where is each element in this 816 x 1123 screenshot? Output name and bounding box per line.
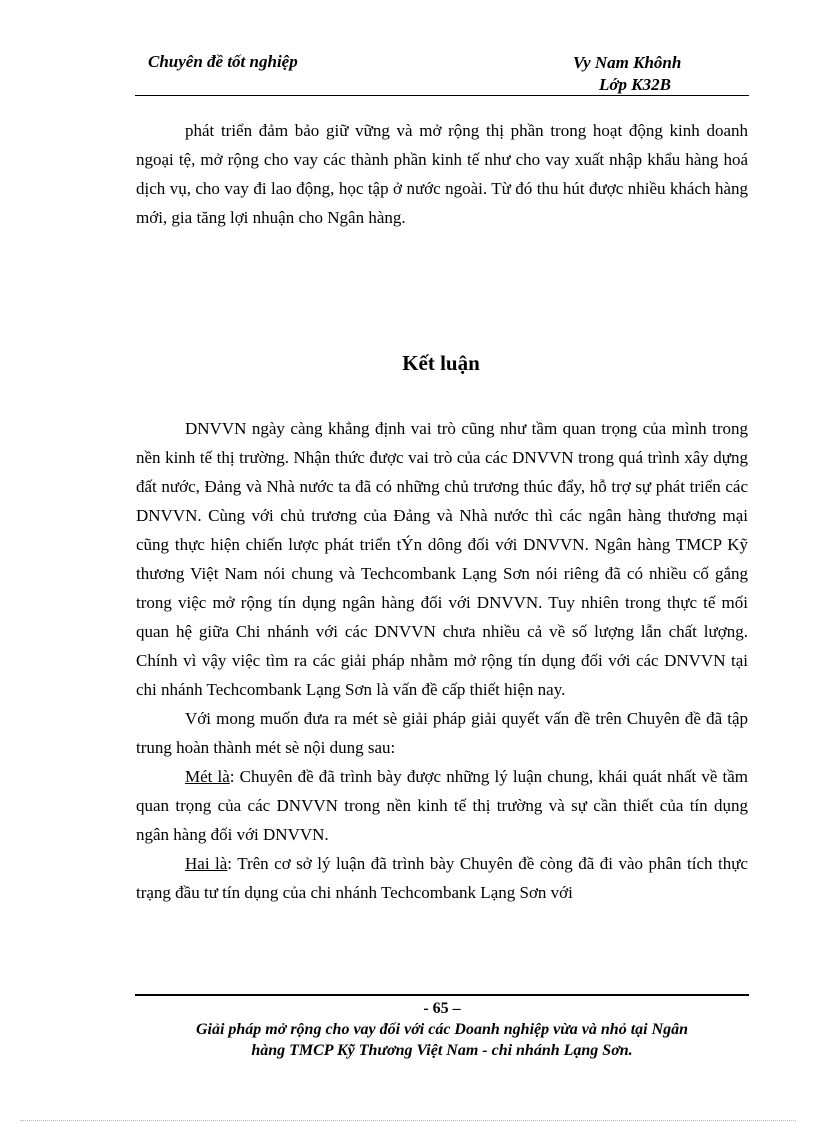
conclusion-body [136,414,748,907]
footer-title-line-1: Giải pháp mở rộng cho vay đối với các Doanh nghiệp vừa và nhỏ tại Ngân [195,1021,689,1038]
header-author-block [573,52,681,96]
point-one-label: Mét là [185,767,230,786]
intro-paragraph: phát triển đảm bảo giữ vững và mở rộng thị phần trong hoạt động kinh doanh ngoại tệ, mở rộng cho vay các thành phần kinh tế như cho vay xuất nhập khẩu hàng hoá dịch vụ, cho vay đi lao động, học tập ở nước ngoài. Từ đó thu hút được nhiều khách hàng mới, gia tăng lợi nhuận cho Ngân hàng. [136,121,748,227]
page-bottom-dotted-line [20,1120,796,1121]
header-author: Vy Nam Khônh [573,53,682,72]
point-one-text: : Chuyên đề đã trình bày được những lý luận chung, khái quát nhất về tầm quan trọng của các DNVVN trong nền kinh tế thị trường và sự cần thiết của tín dụng ngân hàng đối với DNVVN. [136,767,748,844]
intro-block [136,116,748,232]
header-rule [135,95,749,96]
point-two-label: Hai là [185,854,228,873]
footer-rule [135,994,749,996]
conclusion-paragraph-2: Với mong muốn đưa ra mét sè giải pháp giải quyết vấn đề trên Chuyên đề đã tập trung hoàn thành mét sè nội dung sau: [136,709,748,757]
point-two-text: : Trên cơ sở lý luận đã trình bày Chuyên đề còng đã đi vào phân tích thực trạng đầu tư tín dụng của chi nhánh Techcombank Lạng Sơn với [136,854,748,902]
header-class: Lớp K32B [599,75,671,94]
conclusion-paragraph-3 [136,762,748,849]
conclusion-paragraph-1: DNVVN ngày càng khẳng định vai trò cũng như tầm quan trọng của mình trong nền kinh tế thị trường. Nhận thức được vai trò của các DNVVN trong quá trình xây dựng đất nước, Đảng và Nhà nước ta đã có những chủ trương thúc đẩy, hỗ trợ sự phát triển các DNVVN. Cùng với chủ trương của Đảng và Nhà nước thì các ngân hàng thương mại cũng thực hiện chiến lược phát triển tÝn dông đối với DNVVN. Ngân hàng TMCP Kỹ thương Việt Nam nói chung và Techcombank Lạng Sơn nói riêng đã có nhiều cố gắng trong việc mở rộng tín dụng ngân hàng đối với DNVVN. Tuy nhiên trong thực tế mối quan hệ giữa Chi nhánh với các DNVVN chưa nhiều cả về số lượng lẫn chất lượng. Chính vì vậy việc tìm ra các giải pháp nhằm mở rộng tín dụng đối với các DNVVN tại chi nhánh Techcombank Lạng Sơn là vấn đề cấp thiết hiện nay. [136,419,748,699]
page-number: - 65 – [423,1000,461,1017]
section-title: Kết luận [402,351,480,375]
conclusion-paragraph-4 [136,849,748,907]
header-document-type: Chuyên đề tốt nghiệp [148,52,298,71]
footer [130,998,754,1061]
footer-title-line-2: hàng TMCP Kỹ Thương Việt Nam - chi nhánh Lạng Sơn. [251,1042,633,1059]
